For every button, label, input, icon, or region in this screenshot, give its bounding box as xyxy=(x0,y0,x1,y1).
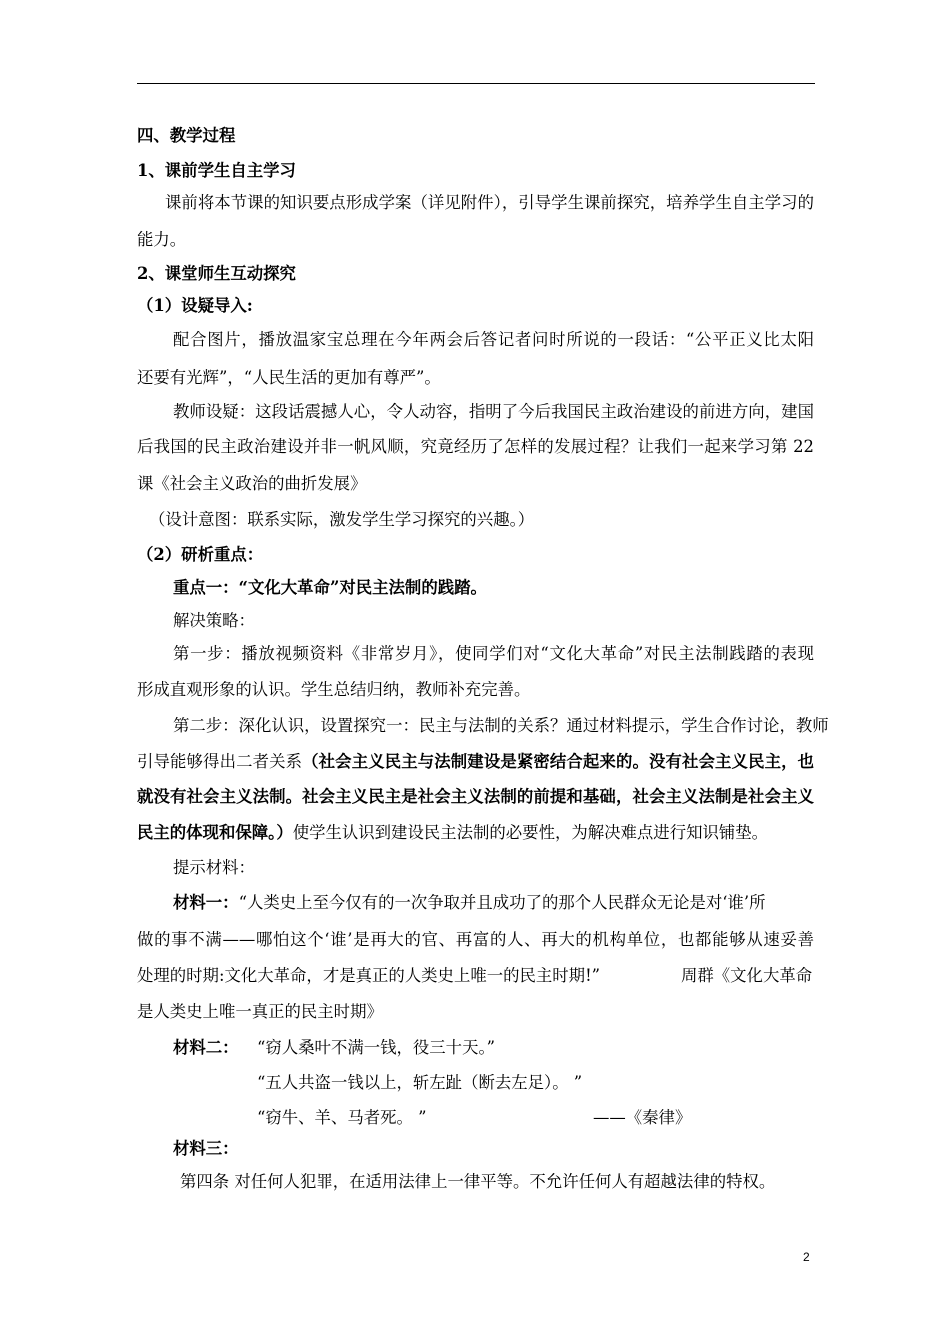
paragraph-line: 课前将本节课的知识要点形成学案（详见附件），引导学生课前探究，培养学生自主学习的 xyxy=(165,193,814,212)
paragraph-line: 就没有社会主义法制。社会主义民主是社会主义法制的前提和基础，社会主义法制是社会主义 xyxy=(137,787,814,806)
subsection-item-heading: （1）设疑导入: xyxy=(137,296,253,315)
subsection-item-heading: （2）研析重点： xyxy=(137,545,264,564)
quote-line: “窃人桑叶不满一钱，役三十天。” xyxy=(257,1038,496,1057)
paragraph-line: 课《社会主义政治的曲折发展》 xyxy=(137,474,367,493)
paragraph-line: 解决策略： xyxy=(173,611,255,630)
paragraph-line: 教师设疑：这段话震撼人心，令人动容，指明了今后我国民主政治建设的前进方向，建国 xyxy=(173,402,814,421)
paragraph-line: 提示材料： xyxy=(173,858,255,877)
paragraph-line: 形成直观形象的认识。学生总结归纳，教师补充完善。 xyxy=(137,680,531,699)
paragraph-line: 后我国的民主政治建设并非一帆风顺，究竟经历了怎样的发展过程？让我们一起来学习第 22 xyxy=(137,437,814,456)
paragraph-line: 第一步：播放视频资料《非常岁月》，使同学们对“文化大革命”对民主法制践踏的表现 xyxy=(173,644,814,663)
quote-line: “窃牛、羊、马者死。 ” xyxy=(257,1108,427,1127)
paragraph-line xyxy=(137,823,817,843)
header-rule xyxy=(137,83,815,84)
paragraph-line: 还要有光辉”，“人民生活的更加有尊严”。 xyxy=(137,368,441,387)
subsection-heading: 2、课堂师生互动探究 xyxy=(137,264,296,283)
paragraph-line: 处理的时期:文化大革命，才是真正的人类史上唯一的民主时期!” xyxy=(137,966,601,985)
text-run-bold: （社会主义民主与法制建设是紧密结合起来的。没有社会主义民主，也 xyxy=(302,752,815,771)
text-run-bold: 民主的体现和保障。） xyxy=(137,823,293,842)
material-1-line xyxy=(173,893,814,913)
material-source: 周群《文化大革命 xyxy=(681,966,813,985)
paragraph-line: 配合图片，播放温家宝总理在今年两会后答记者问时所说的一段话：“公平正义比太阳 xyxy=(173,330,814,349)
paragraph-line: 第四条 对任何人犯罪，在适用法律上一律平等。不允许任何人有超越法律的特权。 xyxy=(180,1172,776,1191)
quote-line: “五人共盗一钱以上，斩左趾（断去左足）。 ” xyxy=(257,1073,583,1092)
paragraph-line: 是人类史上唯一真正的民主时期》 xyxy=(137,1002,383,1021)
material-label: 材料二： xyxy=(173,1038,239,1057)
text-run: 引导能够得出二者关系 xyxy=(137,752,303,771)
paragraph-line: 能力。 xyxy=(137,230,187,249)
paragraph-line: 做的事不满——哪怕这个‘谁’是再大的官、再富的人、再大的机构单位，也都能够从速妥善 xyxy=(137,930,814,949)
material-label: 材料三： xyxy=(173,1139,239,1158)
text-run: 使学生认识到建设民主法制的必要性，为解决难点进行知识铺垫。 xyxy=(292,823,769,842)
material-label: 材料一： xyxy=(173,893,239,912)
paragraph-line: 第二步：深化认识，设置探究一：民主与法制的关系？通过材料提示，学生合作讨论，教师 xyxy=(173,716,829,735)
material-source: ——《秦律》 xyxy=(593,1108,692,1127)
key-point: 重点一：“文化大革命”对民主法制的践踏。 xyxy=(173,578,487,597)
text-run: “人类史上至今仅有的一次争取并且成功了的那个人民群众无论是对‘谁’所 xyxy=(238,893,766,912)
section-heading: 四、教学过程 xyxy=(137,126,236,145)
paragraph-line xyxy=(137,752,814,772)
page-number: 2 xyxy=(803,1250,810,1264)
design-note: （设计意图：联系实际，激发学生学习探究的兴趣。） xyxy=(149,510,535,529)
subsection-heading: 1、课前学生自主学习 xyxy=(137,161,296,180)
